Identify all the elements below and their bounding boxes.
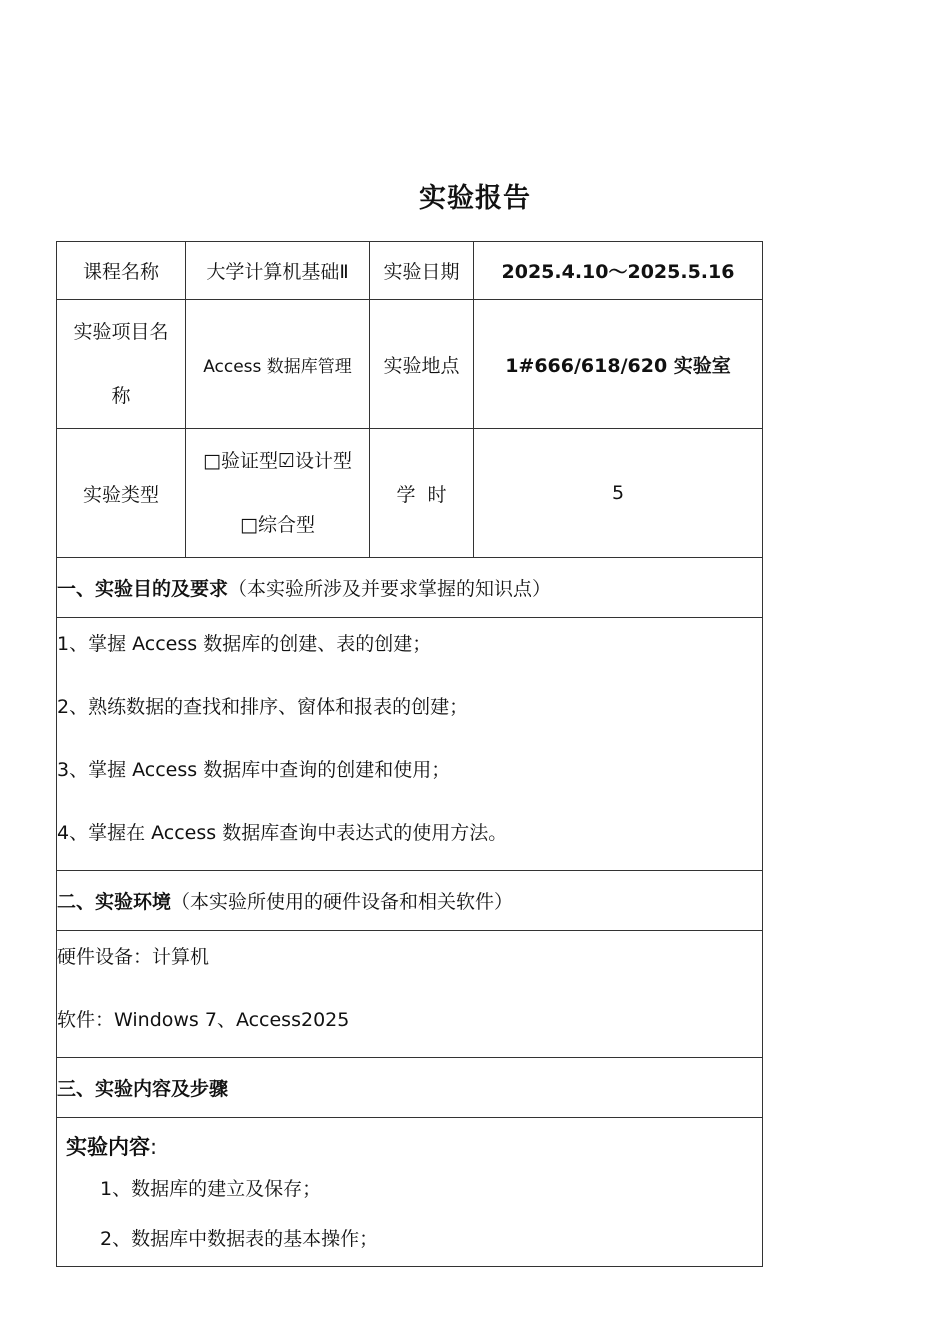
section2-header-row (57, 871, 763, 931)
type-options-line1: □验证型☑设计型 (203, 450, 352, 472)
list-item: 软件：Windows 7、Access2025 (57, 1009, 350, 1031)
section1-header-row (57, 558, 763, 618)
content-row (57, 1118, 763, 1267)
type-options-line2: □综合型 (240, 514, 315, 536)
section1-heading: 一、实验目的及要求 (57, 578, 229, 600)
section3-heading: 三、实验内容及步骤 (57, 1058, 763, 1118)
section2-header (57, 871, 763, 931)
date-value: 2025.4.10～2025.5.16 (474, 242, 763, 300)
report-table (56, 241, 763, 1267)
content-list (57, 1164, 762, 1264)
content-body (57, 1118, 763, 1267)
list-item: 2、数据库中数据表的基本操作； (100, 1228, 379, 1250)
project-value: Access 数据库管理 (186, 300, 370, 429)
section2-body-row (57, 931, 763, 1058)
date-label: 实验日期 (370, 242, 474, 300)
course-row (57, 242, 763, 300)
section1-body (57, 618, 763, 871)
project-row (57, 300, 763, 429)
course-value: 大学计算机基础Ⅱ (186, 242, 370, 300)
type-label: 实验类型 (57, 429, 186, 558)
type-row (57, 429, 763, 558)
section2-body (57, 931, 763, 1058)
project-label (57, 300, 186, 429)
content-title-colon: : (150, 1135, 158, 1159)
list-item: 4、掌握在 Access 数据库查询中表达式的使用方法。 (57, 822, 508, 844)
list-item: 1、数据库的建立及保存； (100, 1178, 322, 1200)
list-item: 2、熟练数据的查找和排序、窗体和报表的创建； (57, 696, 469, 718)
section2-note: （本实验所使用的硬件设备和相关软件） (171, 891, 514, 913)
section2-heading: 二、实验环境 (57, 891, 172, 913)
hours-label: 学 时 (370, 429, 474, 558)
content-title (57, 1120, 762, 1164)
list-item: 硬件设备：计算机 (57, 946, 210, 968)
section1-body-row (57, 618, 763, 871)
list-item: 1、掌握 Access 数据库的创建、表的创建； (57, 633, 432, 655)
type-options (186, 429, 370, 558)
section1-header (57, 558, 763, 618)
section1-note: （本实验所涉及并要求掌握的知识点） (228, 578, 552, 600)
location-label: 实验地点 (370, 300, 474, 429)
project-label-line2: 称 (111, 385, 131, 407)
section3-header-row (57, 1058, 763, 1118)
hours-value: 5 (474, 429, 763, 558)
course-label: 课程名称 (57, 242, 186, 300)
list-item: 3、掌握 Access 数据库中查询的创建和使用； (57, 759, 451, 781)
location-value: 1#666/618/620 实验室 (474, 300, 763, 429)
project-label-line1: 实验项目名 (73, 321, 169, 343)
content-title-text: 实验内容 (66, 1135, 150, 1159)
page-title: 实验报告 (419, 183, 531, 214)
